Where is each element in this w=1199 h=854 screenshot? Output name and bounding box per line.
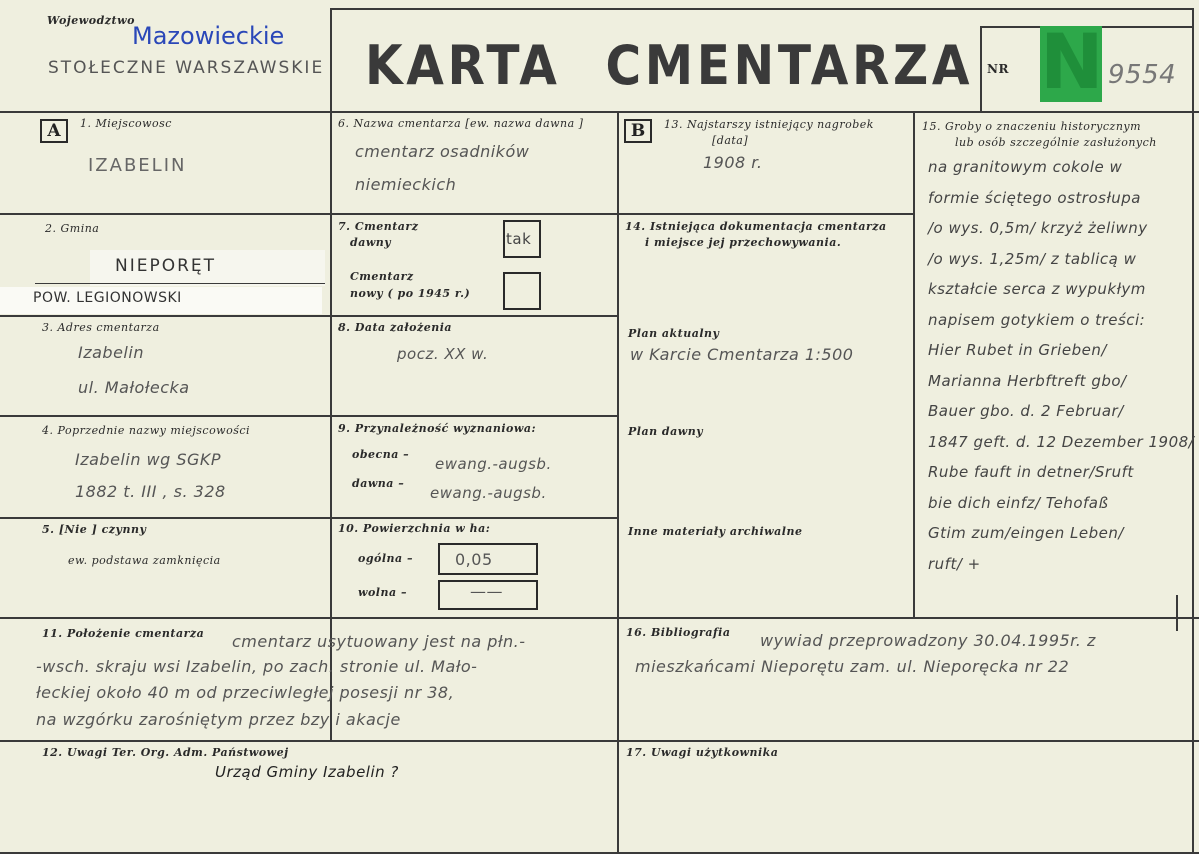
field-8-label: 8. Data założenia <box>338 321 453 334</box>
field-15-line: /o wys. 0,5m/ krzyż żeliwny <box>928 219 1148 237</box>
field-15-line: /o wys. 1,25m/ z tablicą w <box>928 249 1137 268</box>
field-15-line: napisem gotykiem o treści: <box>928 310 1146 329</box>
field-5-label: 5. [Nie ] czynny <box>42 523 147 536</box>
field-2-powiat: POW. LEGIONOWSKI <box>33 290 182 306</box>
field-17-label: 17. Uwagi użytkownika <box>626 746 779 759</box>
plan-aktualny-label: Plan aktualny <box>628 327 720 340</box>
divider <box>1176 595 1178 631</box>
field-15-line: Marianna Herbftreft gbo/ <box>928 371 1127 390</box>
inne-materialy-label: Inne materiały archiwalne <box>628 525 803 538</box>
field-3-label: 3. Adres cmentarza <box>42 321 160 334</box>
field-9-obecna-label: obecna – <box>352 448 410 461</box>
field-16-line2: mieszkańcami Nieporętu zam. ul. Nieporęcka nr 22 <box>635 657 1070 676</box>
field-15-label: 15. Groby o znaczeniu historycznym <box>922 120 1142 133</box>
field-15-line: Bauer gbo. d. 2 Februar/ <box>928 402 1124 420</box>
field-15-line: 1847 geft. d. 12 Dezember 1908/ <box>928 432 1195 451</box>
field-10-wolna-value: —— <box>470 582 503 601</box>
field-1-value: IZABELIN <box>88 155 187 176</box>
field-15-line: Hier Rubet in Grieben/ <box>928 341 1107 359</box>
plan-aktualny-value: w Karcie Cmentarza 1:500 <box>630 345 854 364</box>
field-7-label: 7. Cmentarz <box>338 220 419 233</box>
field-5-sub: ew. podstawa zamknięcia <box>68 554 221 567</box>
wojewodztwo-value: STOŁECZNE WARSZAWSKIE <box>48 58 325 78</box>
divider <box>330 8 332 740</box>
field-2-value: NIEPORĘT <box>115 256 217 276</box>
field-15-line: bie dich einfz/ Tehofaß <box>928 493 1109 512</box>
field-9-dawna-label: dawna – <box>352 477 405 490</box>
page-title <box>365 34 1018 97</box>
field-14-label: 14. Istniejąca dokumentacja cmentarza <box>625 220 887 233</box>
field-3-line1: Izabelin <box>78 343 144 362</box>
divider <box>617 213 913 215</box>
field-10-ogolna-label: ogólna – <box>358 552 413 565</box>
divider <box>1192 8 1194 854</box>
field-6-line2: niemieckich <box>355 175 457 194</box>
field-15-line: formie ściętego ostrosłupa <box>928 188 1141 207</box>
field-13-label-date: [data] <box>712 134 749 147</box>
field-11-line3: łeckiej około 40 m od przeciwległej posesji nr 38, <box>36 683 455 702</box>
field-15-line: Gtim zum/eingen Leben/ <box>928 524 1124 542</box>
field-1-label: 1. Miejscowosc <box>80 117 172 130</box>
divider <box>0 740 1199 742</box>
field-15-label-2: lub osób szczególnie zasłużonych <box>955 136 1157 149</box>
cmentarz-nowy-checkbox[interactable] <box>503 272 541 310</box>
field-11-line2: -wsch. skraju wsi Izabelin, po zach. stronie ul. Mało- <box>36 657 478 676</box>
field-10-wolna-label: wolna – <box>358 586 407 599</box>
field-15-line: kształcie serca z wypukłym <box>928 280 1146 298</box>
field-14-label-2: i miejsce jej przechowywania. <box>645 236 842 249</box>
field-7-label-dawny: dawny <box>350 236 392 249</box>
field-16-line1: wywiad przeprowadzony 30.04.1995r. z <box>760 631 1096 650</box>
field-6-line1: cmentarz osadników <box>355 142 530 161</box>
field-15-line: ruft/ + <box>928 554 981 573</box>
field-12-value: Urząd Gminy Izabelin ? <box>215 763 399 781</box>
divider <box>913 111 915 617</box>
section-b-marker: B <box>624 119 652 143</box>
field-9-label: 9. Przynależność wyznaniowa: <box>338 422 537 435</box>
field-4-line2: 1882 t. III , s. 328 <box>75 482 226 501</box>
field-15-line: Rube fauft in detner/Sruft <box>928 463 1134 481</box>
field-4-line1: Izabelin wg SGKP <box>75 450 222 469</box>
divider <box>0 617 1199 619</box>
cmentarz-dawny-mark: tak <box>506 230 532 248</box>
field-13-label: 13. Najstarszy istniejący nagrobek <box>664 118 874 131</box>
field-15-line: na granitowym cokole w <box>928 158 1123 176</box>
divider <box>0 315 330 317</box>
field-13-value: 1908 r. <box>703 153 763 172</box>
field-9-dawna-value: ewang.-augsb. <box>430 484 547 502</box>
field-16-label: 16. Bibliografia <box>626 626 731 639</box>
wojewodztwo-stamp: Mazowieckie <box>132 22 285 50</box>
field-7-label-nowy: Cmentarz <box>350 270 414 283</box>
title-word-karta: KARTA <box>365 34 561 97</box>
field-10-label: 10. Powierzchnia w ha: <box>338 522 491 535</box>
field-11-line4: na wzgórku zarośniętym przez bzy i akacje <box>36 710 401 729</box>
divider <box>0 213 617 215</box>
field-11-label: 11. Położenie cmentarza <box>42 627 205 640</box>
section-a-marker: A <box>40 119 68 143</box>
field-10-ogolna-value: 0,05 <box>455 550 493 569</box>
divider <box>0 415 617 417</box>
field-2-label: 2. Gmina <box>45 222 100 235</box>
divider <box>0 517 617 519</box>
nr-value: 9554 <box>1108 60 1177 90</box>
field-6-label: 6. Nazwa cmentarza [ew. nazwa dawna ] <box>338 117 584 130</box>
nr-label: NR <box>987 62 1009 76</box>
field-3-line2: ul. Małołecka <box>78 378 190 397</box>
divider <box>330 315 617 317</box>
field-12-label: 12. Uwagi Ter. Org. Adm. Państwowej <box>42 746 289 759</box>
field-11-line1: cmentarz usytuowany jest na płn.- <box>232 632 526 651</box>
field-4-label: 4. Poprzednie nazwy miejscowości <box>42 424 251 437</box>
divider <box>617 111 619 854</box>
wojewodztwo-label: Wojewodztwo <box>47 14 135 27</box>
nr-letter: N <box>1040 17 1104 106</box>
field-7-label-nowy-sub: nowy ( po 1945 r.) <box>350 287 471 300</box>
field-9-obecna-value: ewang.-augsb. <box>435 455 552 473</box>
field-8-value: pocz. XX w. <box>397 345 489 363</box>
divider <box>35 283 325 284</box>
title-word-cmentarza: CMENTARZA <box>605 34 974 97</box>
divider <box>330 8 1194 10</box>
plan-dawny-label: Plan dawny <box>628 425 704 438</box>
divider <box>0 111 1199 113</box>
